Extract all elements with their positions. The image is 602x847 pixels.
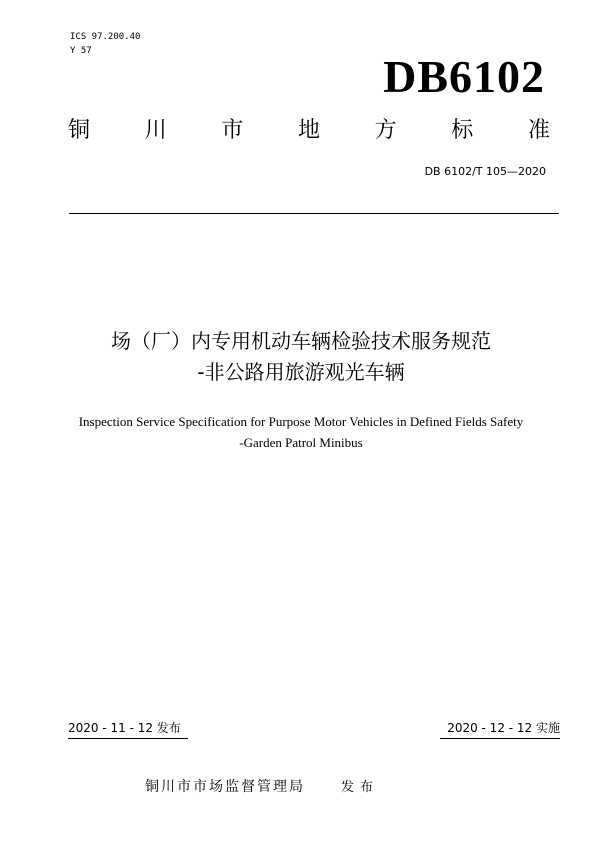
title-chinese-line2: -非公路用旅游观光车辆 <box>197 360 405 384</box>
standard-name-char: 地 <box>297 118 320 143</box>
standard-name <box>68 116 550 146</box>
title-english-line1: Inspection Service Specification for Purpose Motor Vehicles in Defined Fields Safety <box>78 414 524 429</box>
standard-code: DB6102 <box>383 51 545 102</box>
standard-name-char: 市 <box>221 118 244 143</box>
standard-number: DB 6102/T 105—2020 <box>424 165 546 178</box>
title-english-line2: -Garden Patrol Minibus <box>239 435 363 450</box>
standard-name-char: 川 <box>144 118 167 143</box>
implementation-date: 2020 - 12 - 12 实施 <box>447 721 560 735</box>
classification-codes <box>70 30 140 58</box>
issuer-block <box>145 776 379 796</box>
issue-date: 2020 - 11 - 12 发布 <box>68 721 181 735</box>
title-english <box>20 411 582 453</box>
ics-code: ICS 97.200.40 <box>70 32 141 42</box>
issue-date-underline <box>68 738 188 739</box>
standard-name-char: 准 <box>527 118 550 143</box>
header-divider <box>69 213 559 214</box>
title-chinese <box>20 326 582 388</box>
standard-name-char: 方 <box>374 118 397 143</box>
ccs-code: Y 57 <box>70 46 92 56</box>
standard-name-char: 铜 <box>68 118 91 143</box>
issued-label: 发布 <box>341 780 380 795</box>
issuing-authority: 铜川市市场监督管理局 <box>145 779 305 795</box>
title-chinese-line1: 场（厂）内专用机动车辆检验技术服务规范 <box>111 329 491 353</box>
standard-name-char: 标 <box>451 118 474 143</box>
implementation-date-underline <box>440 738 560 739</box>
